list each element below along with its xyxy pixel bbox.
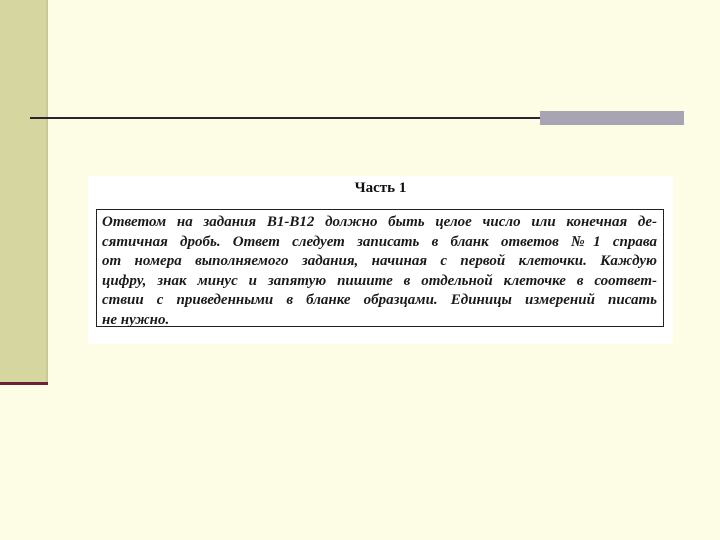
instruction-line: цифру, знак минус и запятую пишите в отдельной клеточке в соответ- <box>102 272 657 289</box>
instruction-line: не нужно. <box>102 311 170 328</box>
instruction-line: от номера выполняемого задания, начиная с первой клеточки. Каждую <box>102 253 657 269</box>
card-title: Часть 1 <box>354 180 407 196</box>
instruction-card <box>88 176 673 344</box>
left-decorative-bar <box>0 0 48 384</box>
instruction-line: ствии с приведенными в бланке образцами. Единицы измерений писать <box>102 292 657 308</box>
instruction-line: сятичная дробь. Ответ следует записать в бланк ответов №1 справа <box>102 233 657 250</box>
title-rule-line <box>30 117 540 119</box>
left-bar-bottom-line <box>0 382 48 385</box>
instruction-box <box>96 209 664 327</box>
title-rule-accent <box>540 111 684 125</box>
instruction-line: Ответом на задания В1-В12 должно быть целое число или конечная де- <box>102 214 657 230</box>
